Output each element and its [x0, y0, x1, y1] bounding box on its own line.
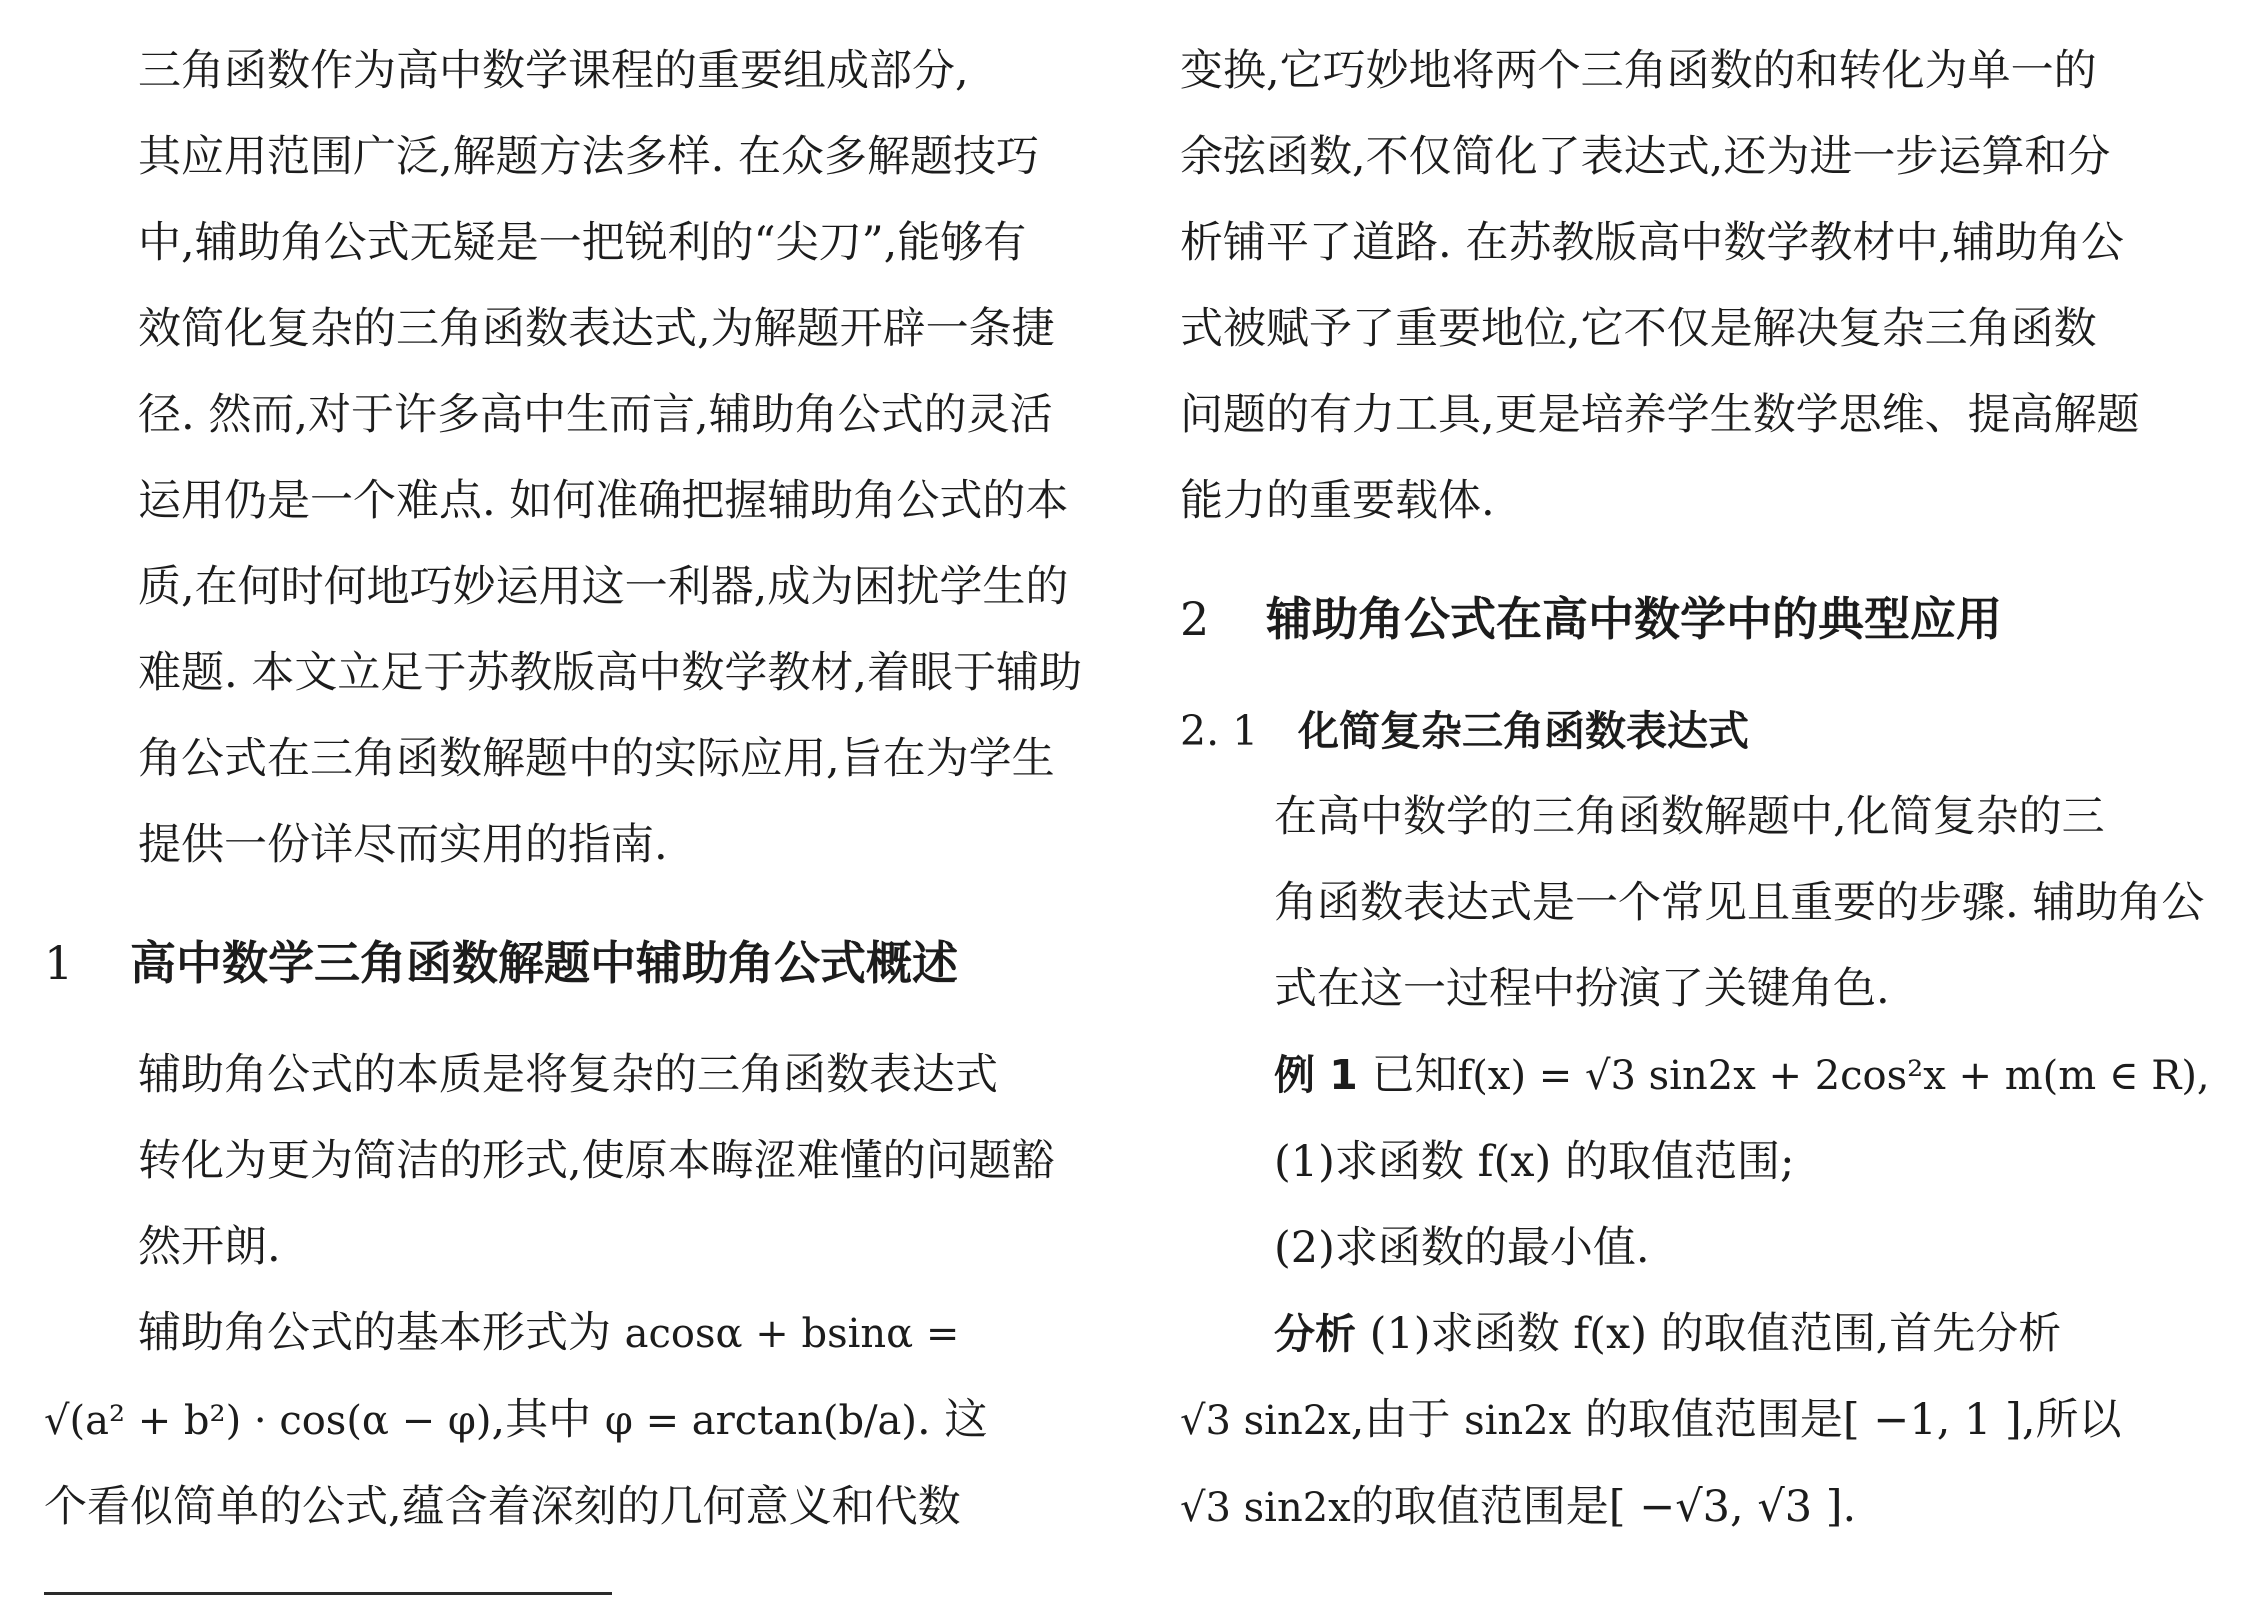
section-2-heading: [1180, 576, 2220, 662]
analysis-line-2: [1180, 1377, 2220, 1464]
text-line: 个看似简单的公式,蕴含着深刻的几何意义和代数: [44, 1482, 961, 1532]
example-1-statement: [1180, 1032, 2220, 1119]
text-fragment: 辅助角公式的基本形式为: [138, 1308, 611, 1358]
text-line: 径. 然而,对于许多高中生而言,辅助角公式的灵活: [138, 390, 1053, 440]
inline-formula: √3 sin2x: [1180, 1398, 1351, 1444]
section-number: 2: [1180, 592, 1210, 646]
subsection-number: 2. 1: [1180, 707, 1259, 755]
text-line: 式被赋予了重要地位,它不仅是解决复杂三角函数: [1180, 304, 2097, 354]
footnote-rule: [44, 1592, 612, 1595]
right-column: [1180, 28, 2220, 1551]
text-line: 其应用范围广泛,解题方法多样. 在众多解题技巧: [138, 132, 1040, 182]
inline-formula: √3 sin2x: [1180, 1485, 1351, 1531]
text-line: 变换,它巧妙地将两个三角函数的和转化为单一的: [1180, 46, 2097, 96]
section-number: 1: [44, 936, 74, 990]
inline-formula: f(x) = √3 sin2x + 2cos²x + m(m ∈ R),: [1457, 1053, 2210, 1099]
text-fragment: ,由于: [1350, 1395, 1451, 1445]
text-line: 效简化复杂的三角函数表达式,为解题开辟一条捷: [138, 304, 1055, 354]
text-line: 中,辅助角公式无疑是一把锐利的“尖刀”,能够有: [138, 218, 1027, 268]
section-title: 辅助角公式在高中数学中的典型应用: [1266, 592, 2002, 646]
text-line: 难题. 本文立足于苏教版高中数学教材,着眼于辅助: [138, 648, 1083, 698]
text-line: 然开朗.: [138, 1222, 281, 1272]
section-title: 高中数学三角函数解题中辅助角公式概述: [130, 936, 958, 990]
analysis-line: [1180, 1291, 2220, 1377]
text-line: 析铺平了道路. 在苏教版高中数学教材中,辅助角公: [1180, 218, 2125, 268]
text-line: 质,在何时何地巧妙运用这一利器,成为困扰学生的: [138, 562, 1069, 612]
example-question-2: (2)求函数的最小值.: [1274, 1223, 1650, 1273]
formula-line: [44, 1377, 1084, 1464]
subsection-2-1-heading: [1180, 688, 2220, 774]
text-fragment: . 这: [917, 1395, 988, 1445]
text-line: 三角函数作为高中数学课程的重要组成部分,: [138, 46, 969, 96]
text-line: 在高中数学的三角函数解题中,化简复杂的三: [1274, 792, 2105, 842]
formula-intro-line: [44, 1290, 1084, 1377]
subsection-title: 化简复杂三角函数表达式: [1298, 707, 1749, 755]
continuation-paragraph: [1180, 28, 2220, 544]
inline-formula: sin2x: [1464, 1398, 1572, 1444]
text-fragment: ,其中: [491, 1395, 592, 1445]
example-label: 例 1: [1274, 1051, 1358, 1099]
text-line: 转化为更为简洁的形式,使原本晦涩难懂的问题豁: [138, 1136, 1055, 1186]
paragraph-formula-essence: [44, 1032, 1084, 1290]
inline-formula: φ = arctan(b/a): [604, 1398, 917, 1444]
text-line: 角函数表达式是一个常见且重要的步骤. 辅助角公: [1274, 878, 2205, 928]
text-line: 能力的重要载体.: [1180, 476, 1495, 526]
text-line: 式在这一过程中扮演了关键角色.: [1274, 964, 1890, 1014]
paragraph-simplify: [1180, 774, 2220, 1032]
text-line: 运用仍是一个难点. 如何准确把握辅助角公式的本: [138, 476, 1069, 526]
text-line: 提供一份详尽而实用的指南.: [138, 820, 668, 870]
text-fragment: 已知: [1371, 1050, 1458, 1100]
text-fragment: (1)求函数 f(x) 的取值范围,首先分析: [1369, 1309, 2062, 1359]
text-line: 角公式在三角函数解题中的实际应用,旨在为学生: [138, 734, 1055, 784]
text-fragment: 的取值范围是[ −√3, √3 ].: [1350, 1482, 1857, 1532]
analysis-line-3: [1180, 1464, 2220, 1551]
text-line: 辅助角公式的本质是将复杂的三角函数表达式: [138, 1050, 998, 1100]
text-line: 余弦函数,不仅简化了表达式,还为进一步运算和分: [1180, 132, 2111, 182]
inline-formula: √(a² + b²) · cos(α − φ): [44, 1398, 492, 1444]
analysis-label: 分析: [1274, 1310, 1356, 1358]
intro-paragraph: [44, 28, 1084, 888]
text-fragment: 的取值范围是[ −1, 1 ],所以: [1584, 1395, 2122, 1445]
left-column: [44, 28, 1084, 1550]
section-1-heading: [44, 920, 1084, 1006]
example-question-1: (1)求函数 f(x) 的取值范围;: [1274, 1137, 1795, 1187]
text-line: 问题的有力工具,更是培养学生数学思维、提高解题: [1180, 390, 2140, 440]
inline-formula: acosα + bsinα =: [624, 1311, 960, 1357]
